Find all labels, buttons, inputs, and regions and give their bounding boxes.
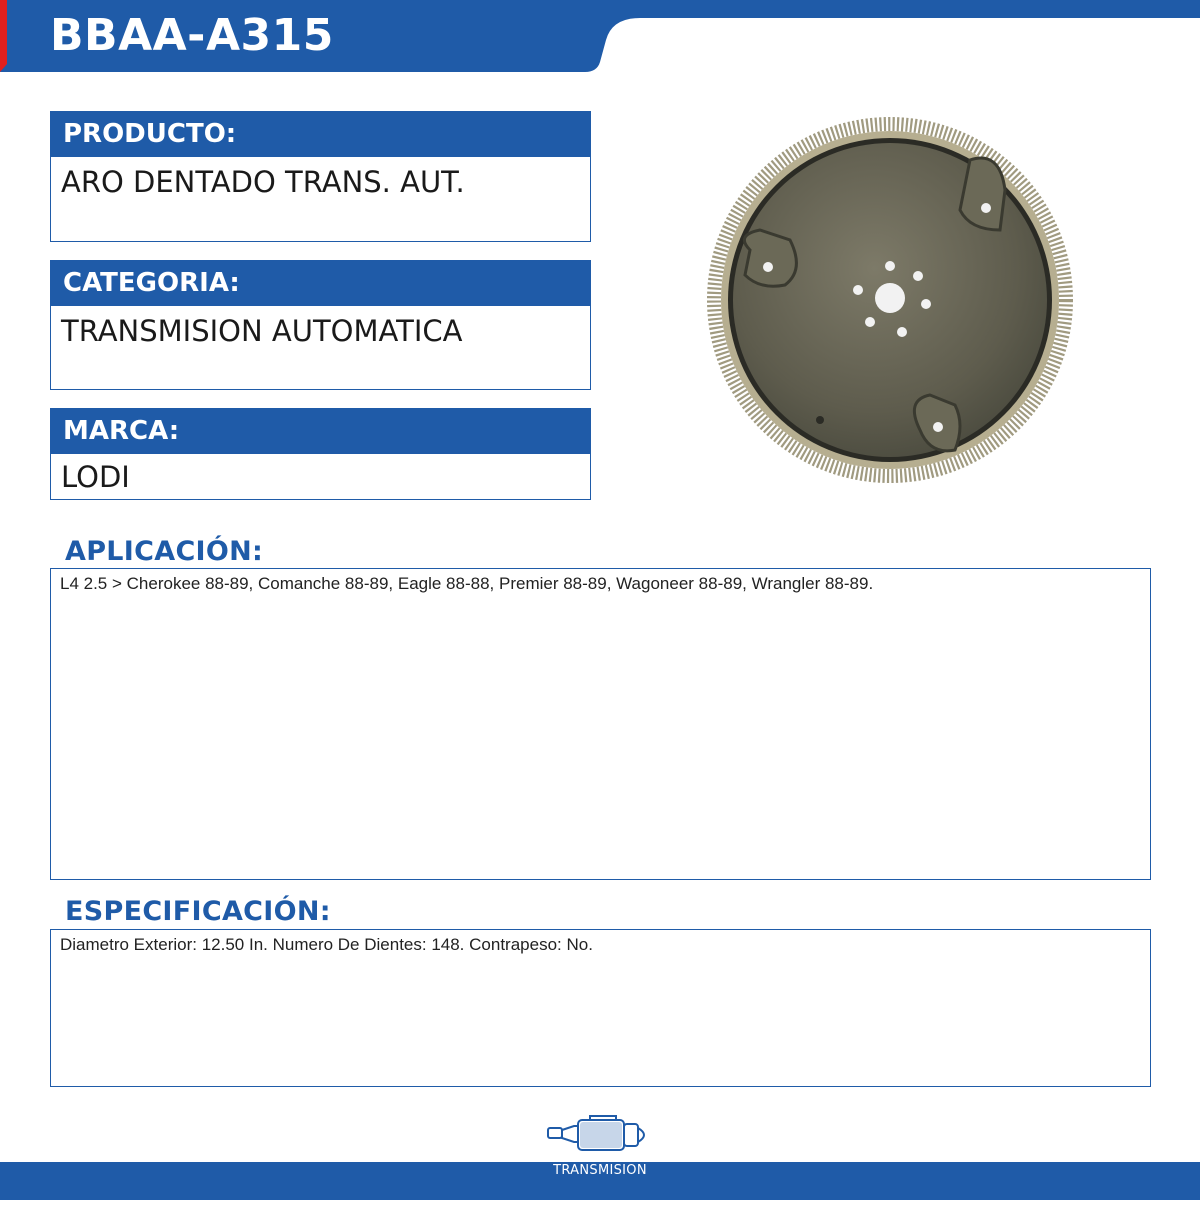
especificacion-text: Diametro Exterior: 12.50 In. Numero De Dientes: 148. Contrapeso: No. — [60, 935, 593, 954]
footer-category-label: TRANSMISION — [553, 1163, 647, 1178]
especificacion-title: ESPECIFICACIÓN: — [65, 896, 331, 927]
flexplate-image — [690, 100, 1090, 500]
categoria-label: CATEGORIA: — [50, 260, 591, 306]
marca-label: MARCA: — [50, 408, 591, 454]
transmission-icon — [544, 1112, 656, 1158]
producto-value: ARO DENTADO TRANS. AUT. — [50, 157, 591, 242]
aplicacion-text: L4 2.5 > Cherokee 88-89, Comanche 88-89, Eagle 88-88, Premier 88-89, Wagoneer 88-89, Wrangler 88-89. — [60, 574, 874, 593]
aplicacion-box — [50, 568, 1151, 880]
categoria-value: TRANSMISION AUTOMATICA — [50, 306, 591, 390]
especificacion-box — [50, 929, 1151, 1087]
producto-field — [50, 111, 591, 242]
product-code-title: BBAA-A315 — [50, 10, 334, 61]
marca-field — [50, 408, 591, 500]
categoria-field — [50, 260, 591, 390]
red-accent-tab — [0, 0, 14, 72]
aplicacion-title: APLICACIÓN: — [65, 536, 264, 567]
producto-label: PRODUCTO: — [50, 111, 591, 157]
marca-value: LODI — [50, 454, 591, 500]
